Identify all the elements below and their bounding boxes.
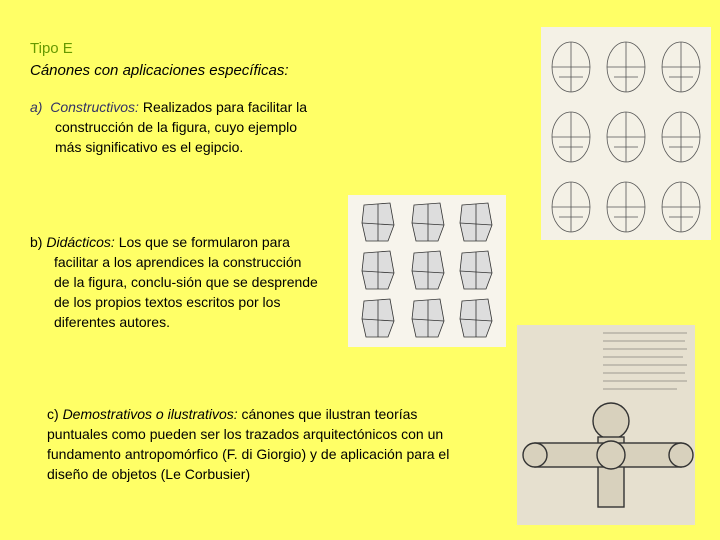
section-a-line1: Realizados para facilitar la <box>142 99 308 115</box>
section-a-line3: más significativo es el egipcio. <box>55 139 244 155</box>
slide-type-label: Tipo E <box>30 40 73 57</box>
section-c-term: Demostrativos o ilustrativos: <box>62 406 238 422</box>
faceted-heads-image <box>348 195 506 347</box>
section-c-line2: puntuales como pueden ser los trazados arquitectónicos con un <box>47 426 444 442</box>
slide-subtitle: Cánones con aplicaciones específicas: <box>30 62 289 79</box>
section-b-line2: facilitar a los aprendices la construcción <box>54 254 302 270</box>
anthropomorphic-plan-manuscript-image <box>517 325 695 525</box>
section-b-marker: b) <box>30 234 43 250</box>
section-a-text <box>30 97 360 157</box>
section-a-term: Constructivos: <box>50 99 139 115</box>
section-c-text <box>47 404 517 484</box>
head-grid-drawing <box>541 27 711 240</box>
head-proportion-studies-image <box>541 27 711 240</box>
section-b-term: Didácticos: <box>46 234 115 250</box>
section-c-marker: c) <box>47 406 59 422</box>
section-c-line1: cánones que ilustran teorías <box>241 406 418 422</box>
section-b-line4: de los propios textos escritos por los <box>54 294 281 310</box>
section-b-line1: Los que se formularon para <box>118 234 290 250</box>
faceted-heads-drawing <box>348 195 506 347</box>
section-c-line3: fundamento antropomórfico (F. di Giorgio) y de aplicación para el <box>47 446 450 462</box>
section-a-line2: construcción de la figura, cuyo ejemplo <box>55 119 298 135</box>
church-plan-drawing <box>517 325 695 525</box>
section-b-line5: diferentes autores. <box>54 314 170 330</box>
section-b-text <box>30 232 360 332</box>
section-a-marker: a) <box>30 99 43 115</box>
section-c-line4: diseño de objetos (Le Corbusier) <box>47 466 251 482</box>
section-b-line3: de la figura, conclu-sión que se desprende <box>54 274 318 290</box>
